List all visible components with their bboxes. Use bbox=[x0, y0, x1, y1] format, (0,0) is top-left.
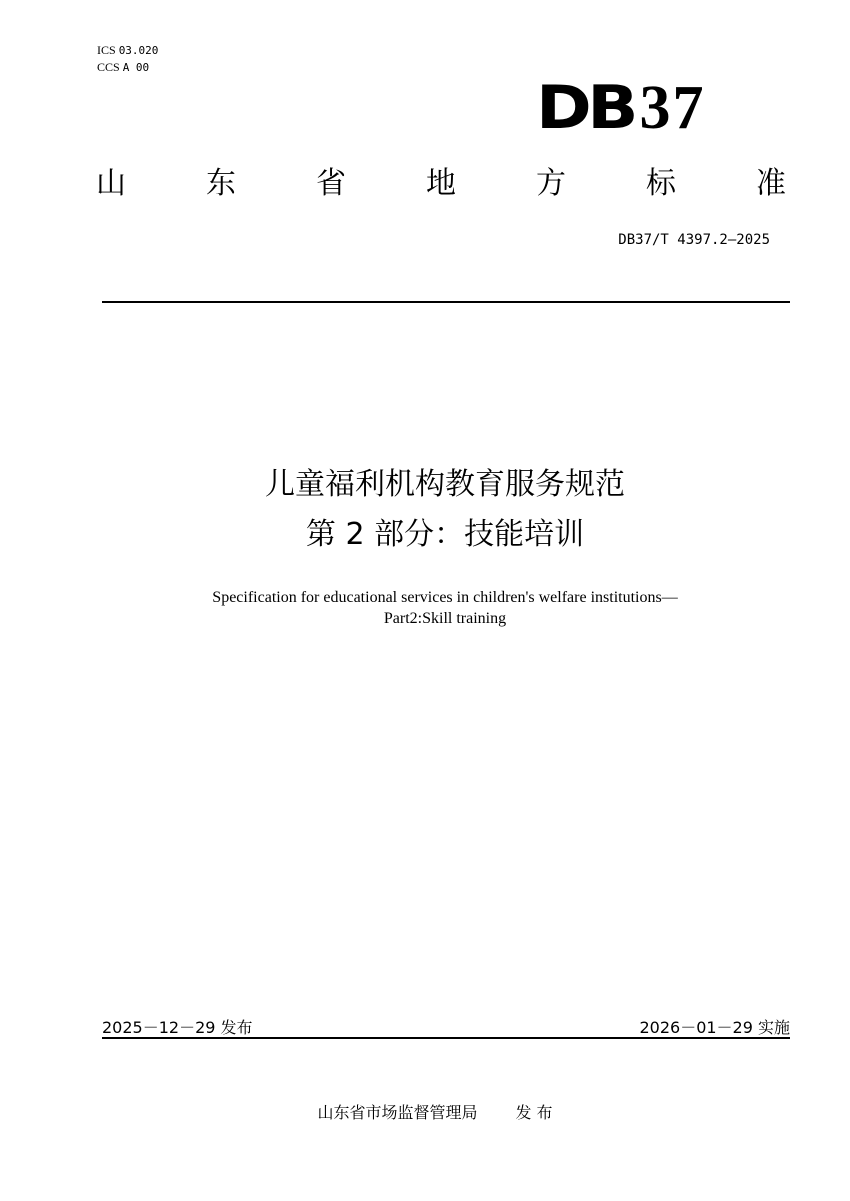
bottom-divider bbox=[102, 1037, 790, 1039]
en-title-line2: Part2:Skill training bbox=[383, 610, 507, 627]
heading-char: 方 bbox=[536, 166, 566, 201]
en-title-line1: Specification for educational services in children's welfare institutions— bbox=[212, 589, 678, 606]
publisher-name: 山东省市场监督管理局 bbox=[317, 1103, 478, 1122]
ics-code: 03.020 bbox=[118, 44, 159, 57]
ics-label: ICS bbox=[97, 43, 116, 57]
ccs-line bbox=[97, 59, 158, 76]
heading-char: 地 bbox=[426, 166, 456, 201]
publisher-line bbox=[0, 1100, 850, 1123]
implementation-date: 2026－01－29 实施 bbox=[639, 1018, 790, 1037]
heading-char: 东 bbox=[206, 166, 236, 201]
heading-char: 准 bbox=[756, 166, 786, 201]
heading-char: 标 bbox=[646, 166, 676, 201]
classification-codes bbox=[97, 42, 158, 76]
ics-line bbox=[97, 42, 158, 59]
heading-char: 山 bbox=[96, 166, 126, 201]
heading-char: 省 bbox=[316, 166, 346, 201]
issue-date: 2025－12－29 发布 bbox=[102, 1018, 253, 1037]
db37-logo bbox=[536, 73, 706, 143]
ccs-code: A 00 bbox=[122, 61, 150, 74]
cn-title-line1: 儿童福利机构教育服务规范 bbox=[265, 467, 625, 502]
cn-title-line2: 第 2 部分：技能培训 bbox=[305, 517, 585, 552]
publish-word: 发 布 bbox=[515, 1103, 553, 1122]
logo-number: 37 bbox=[639, 74, 706, 142]
standard-code: DB37/T 4397.2—2025 bbox=[618, 232, 770, 248]
standard-type-heading bbox=[96, 164, 786, 204]
ccs-label: CCS bbox=[97, 60, 120, 74]
top-divider bbox=[102, 301, 790, 303]
logo-letters: DB bbox=[536, 73, 635, 143]
